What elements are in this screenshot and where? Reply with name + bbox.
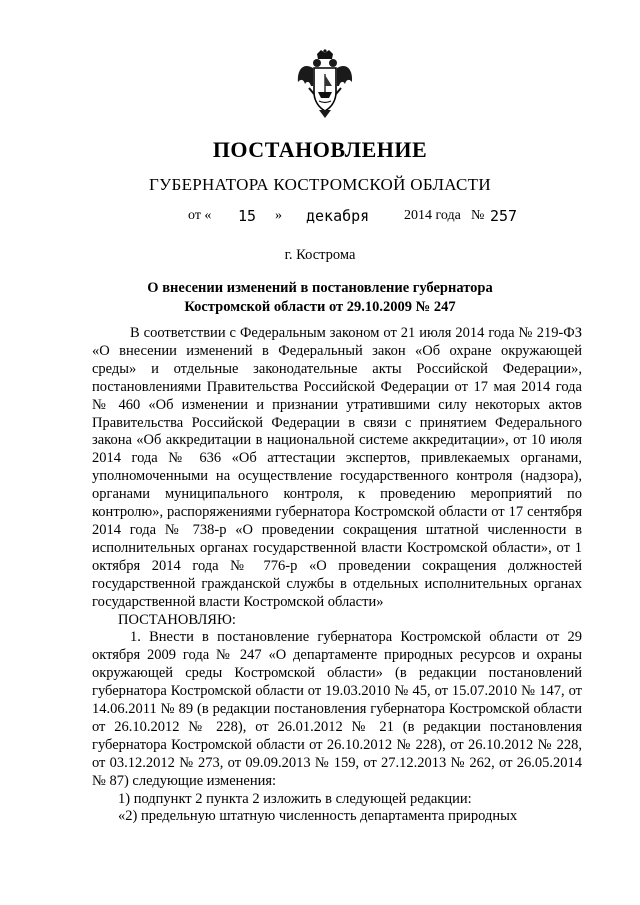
document-body	[92, 325, 582, 826]
date-year: 2014 года	[404, 208, 461, 223]
title-line-2: Костромской области от 29.10.2009 № 247	[184, 299, 456, 315]
city-label: г. Кострома	[284, 247, 356, 263]
document-number: 257	[490, 207, 518, 225]
subclause-2-paragraph: «2) предельную штатную численность департамента природных	[118, 808, 518, 825]
number-sign: №	[471, 208, 485, 223]
resolve-heading: ПОСТАНОВЛЯЮ:	[118, 611, 236, 628]
title-line-1: О внесении изменений в постановление губернатора	[147, 280, 493, 296]
preamble-paragraph: В соответствии с Федеральным законом от 21 июля 2014 года № 219-ФЗ «О внесении изменений в Федеральный закон «Об охране окружающей среды» и отдельные законодательные акты Российской Федерации», постановлениями Правительства Российской Федерации от 17 мая 2014 года № 460 «Об изменении и признании утратившими силу некоторых актов Правительства Российской Федерации в связи с принятием Федерального закона «Об аккредитации в национальной системе аккредитации», от 10 июля 2014 года № 636 «Об аттестации экспертов, привлекаемых органами, уполномоченными на осуществление государственного контроля (надзора), органами муниципального контроля, к проведению мероприятий по контролю», распоряжениями губернатора Костромской области от 17 сентября 2014 года № 738-р «О проведении сокращения штатной численности в исполнительных органах государственной власти Костромской области», от 1 октября 2014 года № 776-р «О проведении сокращения должностей государственной гражданской службы в отдельных исполнительных органах государственной власти Костромской области»	[92, 325, 582, 610]
clause-1-paragraph: 1. Внести в постановление губернатора Костромской области от 29 октября 2009 года № 247 «О департаменте природных ресурсов и охраны окружающей среды Костромской области» (в редакции постановлений губернатора Костромской области от 19.03.2010 № 45, от 15.07.2010 № 147, от 14.06.2011 № 89 (в редакции постановления губернатора Костромской области от 26.10.2012 № 228), от 26.01.2012 № 21 (в редакции постановления губернатора Костромской области от 26.10.2012 № 228), от 26.10.2012 № 228, от 03.12.2012 № 273, от 09.09.2013 № 159, от 27.12.2013 № 262, от 26.05.2014 № 87) следующие изменения:	[92, 629, 582, 789]
subclause-1-paragraph: 1) подпункт 2 пункта 2 изложить в следующей редакции:	[118, 790, 472, 807]
date-from-label: от «	[188, 208, 212, 223]
date-close-quote: »	[275, 208, 282, 223]
document-type-heading: ПОСТАНОВЛЕНИЕ	[212, 137, 428, 162]
date-month: декабря	[306, 207, 370, 225]
issuer-heading: ГУБЕРНАТОРА КОСТРОМСКОЙ ОБЛАСТИ	[149, 175, 491, 194]
coat-of-arms-icon	[295, 48, 355, 120]
date-day: 15	[238, 207, 257, 225]
document-title	[0, 279, 640, 317]
